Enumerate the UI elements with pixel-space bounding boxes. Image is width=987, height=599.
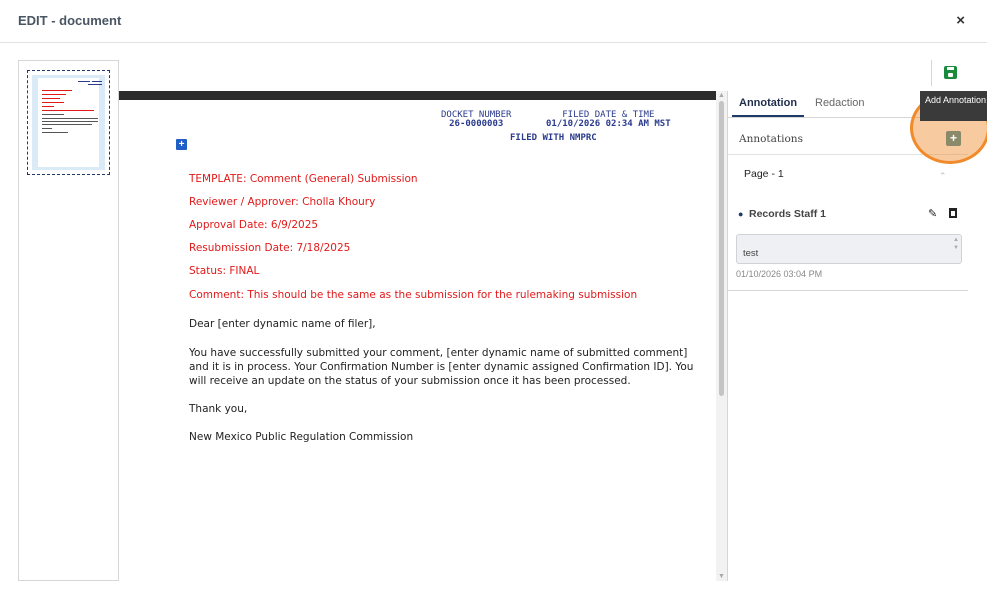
dialog-header [0, 0, 987, 43]
doc-line-comment: Comment: This should be the same as the submission for the rulemaking submission [189, 289, 638, 301]
tab-redaction[interactable]: Redaction [815, 97, 865, 109]
doc-line-reviewer: Reviewer / Approver: Cholla Khoury [189, 196, 376, 208]
note-scroll-icon[interactable]: ▲ ▼ [953, 237, 959, 251]
page-group-label[interactable]: Page - 1 [744, 168, 784, 180]
filed-with: FILED WITH NMPRC [510, 133, 597, 143]
panel-bottom-border [728, 290, 968, 291]
scroll-up-icon[interactable]: ▲ [718, 92, 725, 99]
tab-annotation[interactable]: Annotation [739, 97, 798, 109]
page-thumbnail[interactable] [27, 70, 110, 175]
add-annotation-button[interactable]: + [946, 131, 961, 146]
docket-stamp [441, 111, 511, 129]
document-scrollbar[interactable] [716, 91, 727, 581]
chevron-up-icon[interactable]: ⌃ [939, 171, 947, 181]
annotation-timestamp: 01/10/2026 03:04 PM [736, 269, 823, 279]
annotations-title: Annotations [739, 133, 803, 145]
filed-label: FILED DATE & TIME [562, 110, 655, 120]
doc-line-approval: Approval Date: 6/9/2025 [189, 219, 319, 231]
thumbnail-panel [18, 60, 119, 581]
filed-stamp [546, 111, 671, 129]
document-top-bar [119, 91, 716, 100]
scroll-down-icon[interactable]: ▼ [718, 573, 725, 580]
add-annotation-tooltip: Add Annotation [920, 91, 987, 121]
doc-line-greeting: Dear [enter dynamic name of filer], [189, 318, 376, 330]
doc-line-thanks: Thank you, [189, 403, 248, 415]
docket-number: 26-0000003 [449, 119, 504, 129]
active-tab-indicator [732, 115, 804, 117]
document-viewer [119, 91, 716, 581]
scroll-thumb[interactable] [719, 101, 724, 396]
edit-icon[interactable]: ✎ [928, 208, 938, 220]
doc-line-status: Status: FINAL [189, 265, 260, 277]
doc-line-template: TEMPLATE: Comment (General) Submission [189, 173, 418, 185]
doc-line-body-2: and it is in process. Your Confirmation Number is [enter dynamic assigned Confirmation ID]. You [189, 361, 694, 373]
docket-label: DOCKET NUMBER [441, 110, 512, 120]
close-button[interactable]: × [956, 12, 965, 29]
doc-line-body-3: will receive an update on the status of your submission once it has been processed. [189, 375, 631, 387]
dialog-title: EDIT - document [18, 13, 122, 28]
author-name: Records Staff 1 [749, 208, 827, 220]
annotation-note-field[interactable] [736, 234, 962, 264]
doc-line-body-1: You have successfully submitted your comment, [enter dynamic name of submitted comment] [189, 347, 688, 359]
user-icon: ● [738, 209, 744, 219]
toolbar-divider [931, 60, 932, 86]
annotation-author [738, 208, 826, 220]
trash-icon[interactable] [949, 208, 957, 218]
save-icon[interactable] [944, 66, 957, 79]
filed-value: 01/10/2026 02:34 AM MST [546, 119, 671, 129]
doc-line-resubmission: Resubmission Date: 7/18/2025 [189, 242, 351, 254]
annotation-note-text: test [743, 248, 759, 259]
doc-line-signature: New Mexico Public Regulation Commission [189, 431, 414, 443]
annotation-marker-icon[interactable]: + [176, 139, 187, 150]
